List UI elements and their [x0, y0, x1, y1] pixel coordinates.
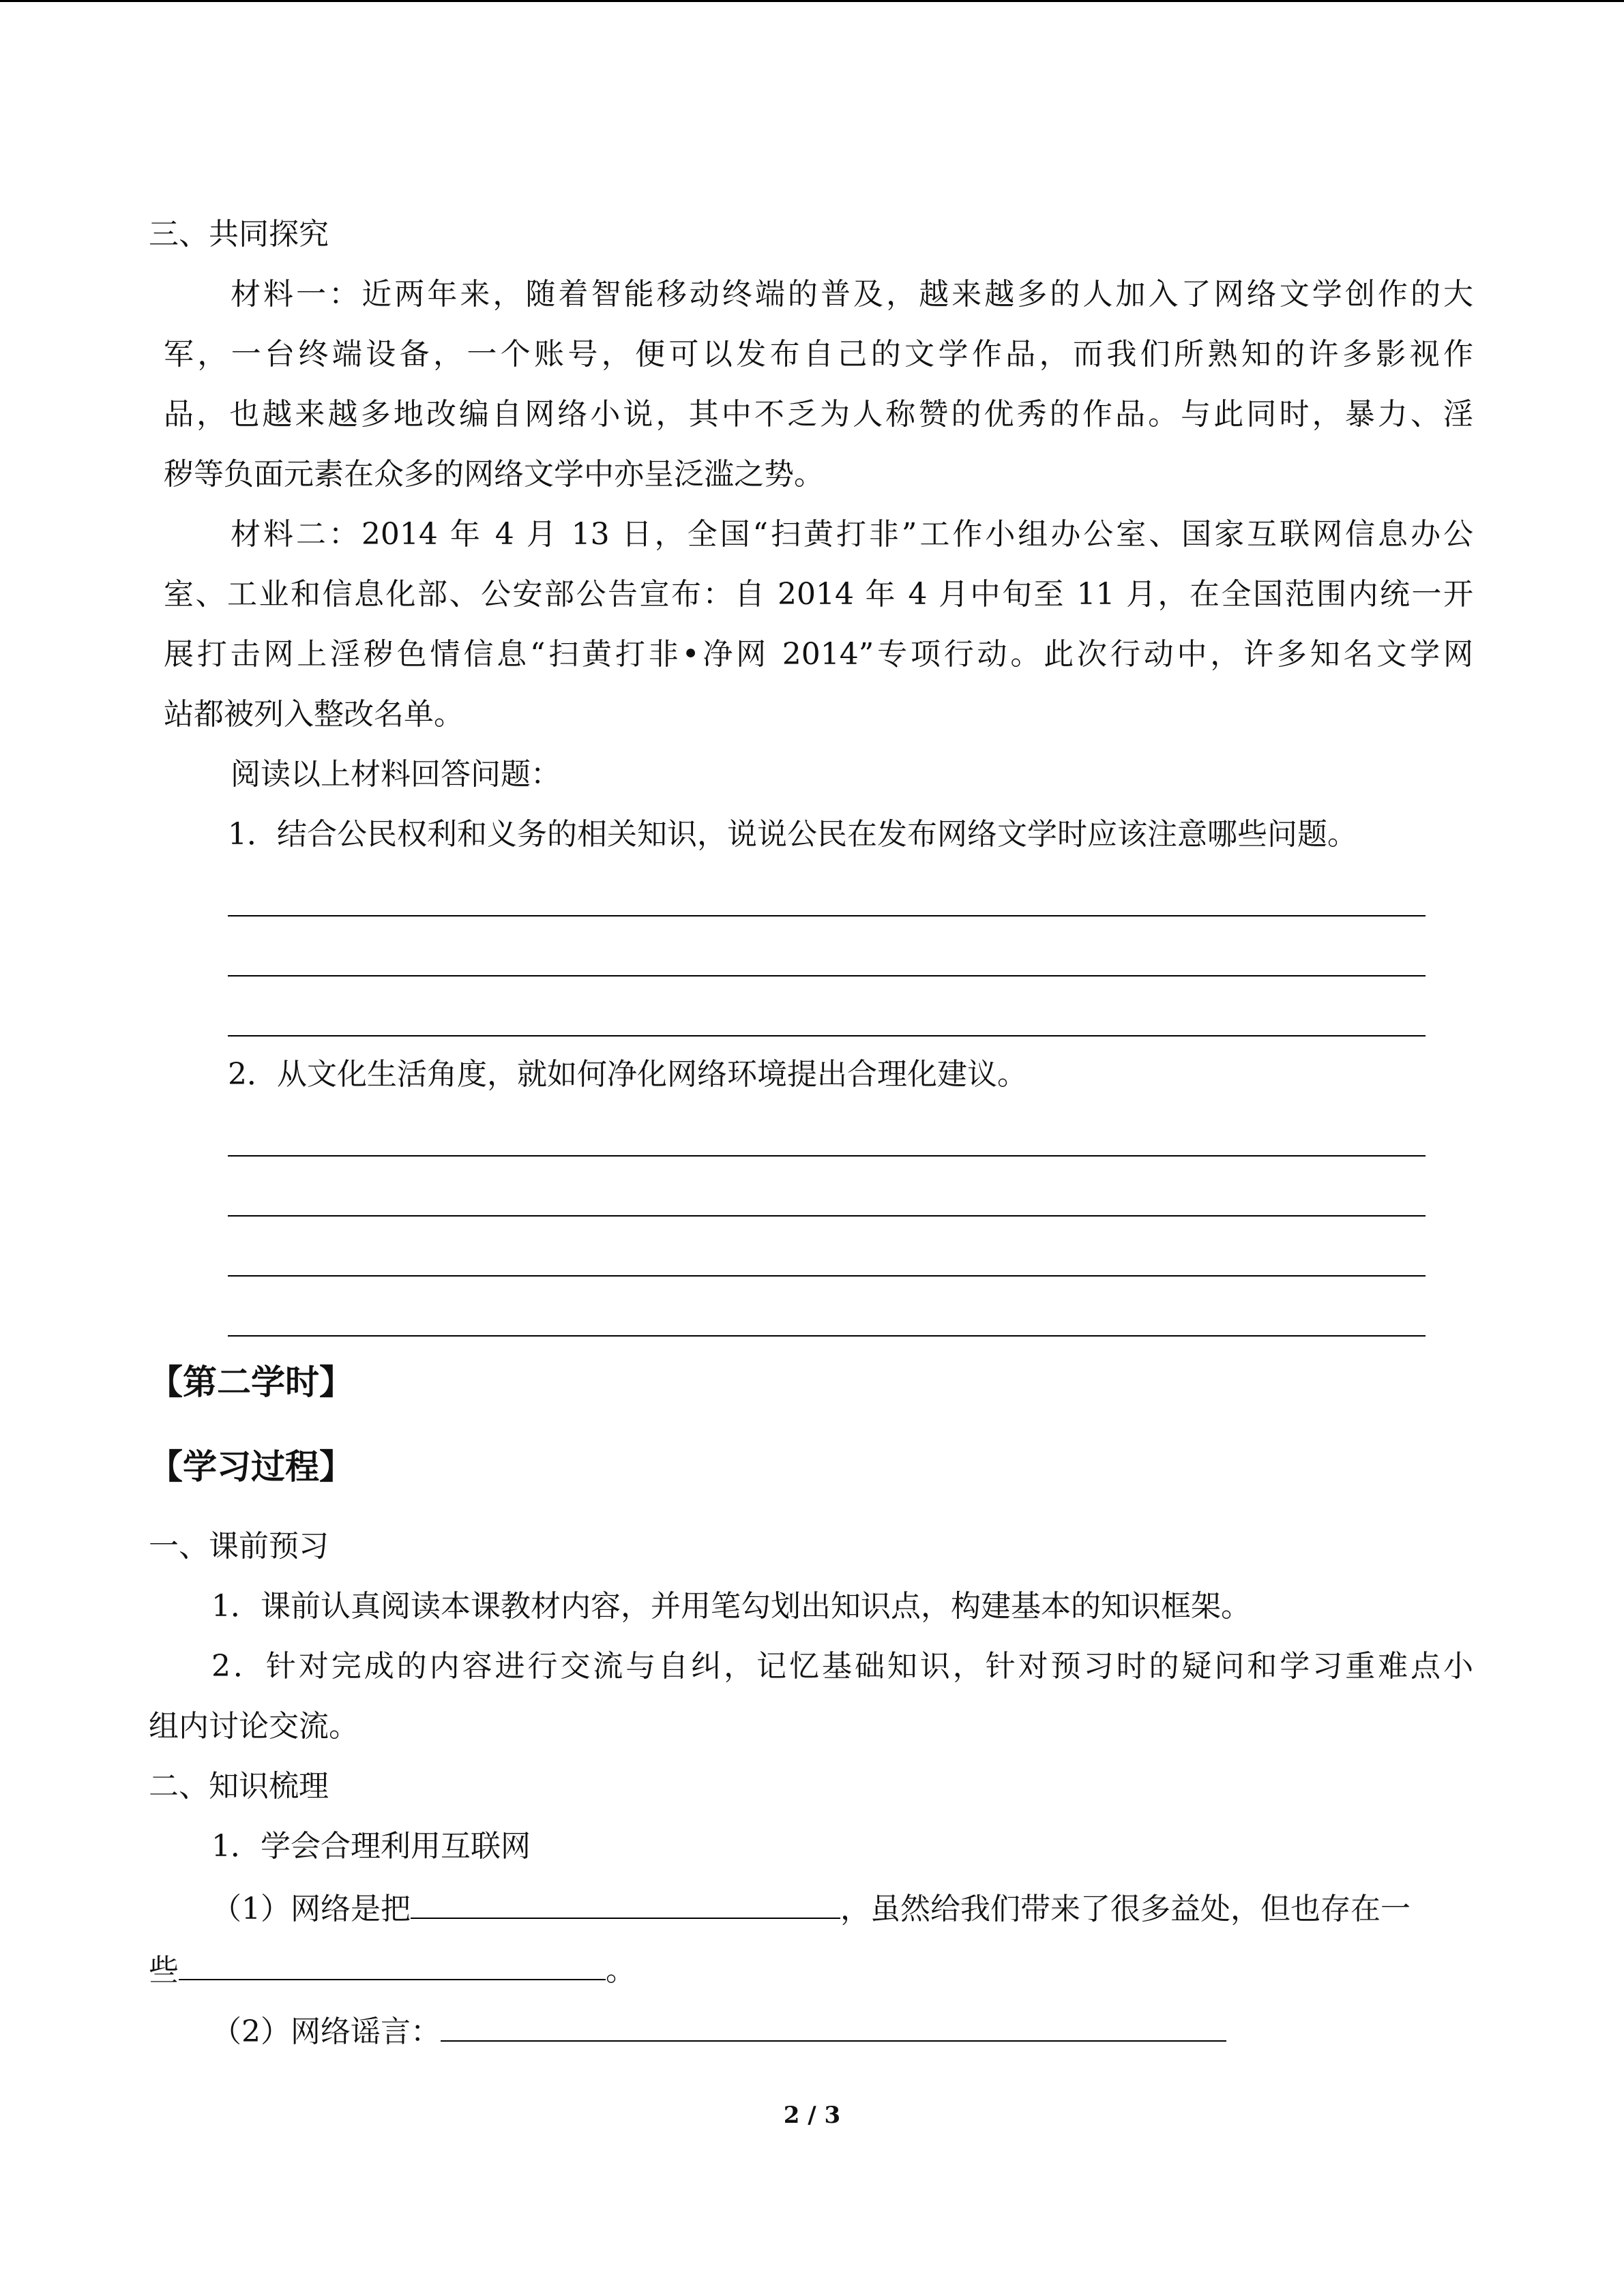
answer-line[interactable]	[228, 975, 1426, 976]
preview-item-2-line-2: 组内讨论交流。	[149, 1709, 359, 1744]
reading-prompt: 阅读以上材料回答问题：	[231, 757, 561, 792]
sub-1-cont: 些	[149, 1953, 179, 1988]
answer-line[interactable]	[228, 1335, 1426, 1337]
page-number: 2 / 3	[783, 2102, 841, 2129]
fill-in-blank[interactable]	[441, 2010, 1226, 2042]
fill-in-blank[interactable]	[411, 1888, 840, 1919]
material-1-line-3: 品，也越来越多地改编自网络小说，其中不乏为人称赞的优秀的作品。与此同时，暴力、淫	[164, 397, 1473, 432]
material-2-line-3: 展打击网上淫秽色情信息“扫黄打非•净网 2014”专项行动。此次行动中，许多知名文学网	[164, 637, 1473, 672]
section-title-preview: 一、课前预习	[149, 1529, 329, 1564]
material-2-line-4: 站都被列入整改名单。	[164, 697, 464, 732]
material-2-line-1: 材料二：2014 年 4 月 13 日，全国“扫黄打非”工作小组办公室、国家互联网信息办公	[231, 517, 1473, 552]
top-border	[0, 0, 1624, 2]
answer-line[interactable]	[228, 1035, 1426, 1037]
heading-second-period: 【第二学时】	[149, 1362, 353, 1402]
material-2-line-2: 室、工业和信息化部、公安部公告宣布：自 2014 年 4 月中旬至 11 月，在全国范围内统一开	[164, 577, 1473, 612]
material-1-line-4: 秽等负面元素在众多的网络文学中亦呈泛滥之势。	[164, 457, 824, 492]
knowledge-sub-2	[211, 2010, 1226, 2053]
section-title-explore: 三、共同探究	[149, 217, 329, 252]
knowledge-item-1: 1．学会合理利用互联网	[211, 1829, 531, 1864]
sub-1-end: 。	[606, 1953, 636, 1988]
preview-item-2-line-1: 2．针对完成的内容进行交流与自纠，记忆基础知识，针对预习时的疑问和学习重难点小	[211, 1649, 1473, 1684]
knowledge-sub-1-line-2	[149, 1949, 636, 1991]
sub-1-prefix: （1）网络是把	[211, 1892, 411, 1926]
preview-item-1: 1．课前认真阅读本课教材内容，并用笔勾划出知识点，构建基本的知识框架。	[211, 1589, 1251, 1624]
answer-line[interactable]	[228, 915, 1426, 916]
question-2: 2．从文化生活角度，就如何净化网络环境提出合理化建议。	[228, 1057, 1027, 1092]
answer-line[interactable]	[228, 1275, 1426, 1277]
sub-2-prefix: （2）网络谣言：	[211, 2014, 441, 2049]
answer-line[interactable]	[228, 1155, 1426, 1157]
section-title-knowledge: 二、知识梳理	[149, 1769, 329, 1804]
heading-learning-process: 【学习过程】	[149, 1447, 353, 1487]
material-1-line-2: 军，一台终端设备，一个账号，便可以发布自己的文学作品，而我们所熟知的许多影视作	[164, 337, 1473, 372]
knowledge-sub-1-line-1	[211, 1888, 1411, 1930]
sub-1-middle: ，虽然给我们带来了很多益处，但也存在一	[840, 1892, 1411, 1926]
answer-line[interactable]	[228, 1215, 1426, 1217]
material-1-line-1: 材料一：近两年来，随着智能移动终端的普及，越来越多的人加入了网络文学创作的大	[231, 277, 1473, 312]
question-1: 1．结合公民权利和义务的相关知识，说说公民在发布网络文学时应该注意哪些问题。	[228, 817, 1357, 852]
fill-in-blank[interactable]	[179, 1949, 606, 1980]
